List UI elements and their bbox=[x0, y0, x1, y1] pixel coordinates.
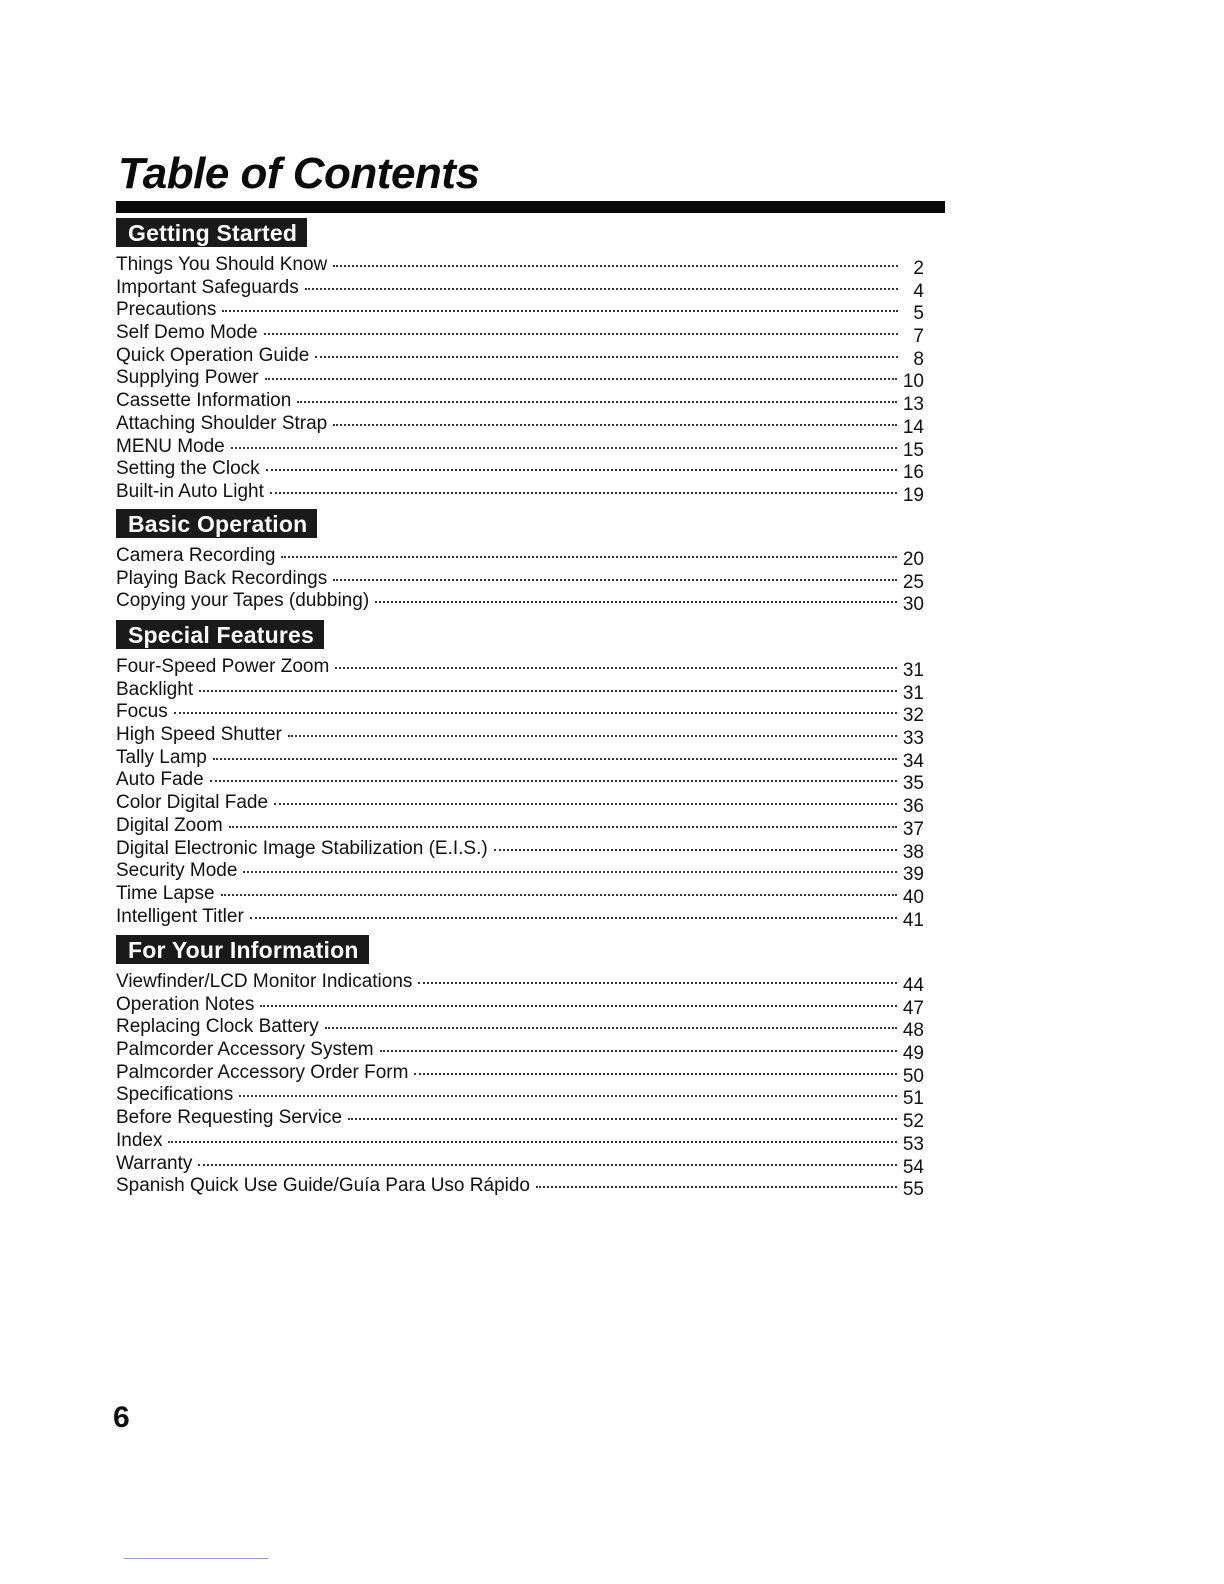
footer-rule bbox=[124, 1558, 268, 1559]
toc-entry-title: Operation Notes bbox=[116, 993, 255, 1015]
toc-entry bbox=[116, 586, 924, 616]
toc-entry-page: 34 bbox=[902, 750, 924, 772]
dot-leader bbox=[375, 583, 897, 603]
dot-leader bbox=[288, 717, 897, 737]
toc-entry-page: 31 bbox=[902, 682, 924, 704]
dot-leader bbox=[222, 292, 898, 312]
dot-leader bbox=[213, 740, 897, 760]
dot-leader bbox=[266, 451, 897, 471]
toc-entry-title: Color Digital Fade bbox=[116, 792, 269, 814]
toc-entry-page: 47 bbox=[902, 997, 924, 1019]
toc-entry-title: Replacing Clock Battery bbox=[116, 1016, 319, 1038]
dot-leader bbox=[260, 987, 897, 1007]
dot-leader bbox=[536, 1168, 897, 1188]
toc-entry-page: 8 bbox=[913, 348, 924, 370]
toc-entry-title: Index bbox=[116, 1129, 163, 1151]
dot-leader bbox=[348, 1100, 897, 1120]
section-heading: Special Features bbox=[116, 620, 324, 649]
title-rule bbox=[116, 201, 945, 213]
toc-entry-page: 32 bbox=[902, 705, 924, 727]
toc-entry-page: 44 bbox=[902, 975, 924, 996]
toc-list bbox=[116, 250, 924, 506]
dot-leader bbox=[265, 360, 897, 380]
toc-entry-page: 10 bbox=[902, 371, 924, 393]
toc-entry-title: Camera Recording bbox=[116, 545, 276, 566]
toc-entry-title: Important Safeguards bbox=[116, 276, 299, 298]
toc-entry-page: 54 bbox=[902, 1156, 924, 1178]
toc-entry-page: 53 bbox=[902, 1133, 924, 1155]
toc-entry-title: Backlight bbox=[116, 678, 194, 700]
toc-entry-title: Things You Should Know bbox=[116, 254, 328, 275]
toc-list bbox=[116, 652, 924, 931]
section-basic-operation bbox=[116, 509, 924, 616]
page-number: 6 bbox=[113, 1401, 130, 1434]
toc-list bbox=[116, 541, 924, 616]
toc-entry-title: Cassette Information bbox=[116, 390, 292, 412]
toc-entry-page: 2 bbox=[913, 258, 924, 279]
section-getting-started bbox=[116, 218, 924, 506]
toc-entry-page: 16 bbox=[902, 462, 924, 484]
toc-entry-title: Copying your Tapes (dubbing) bbox=[116, 590, 370, 612]
dot-leader bbox=[494, 831, 897, 851]
toc-entry bbox=[116, 477, 924, 506]
dot-leader bbox=[335, 649, 897, 669]
toc-entry-title: Attaching Shoulder Strap bbox=[116, 412, 328, 434]
toc-entry-title: Security Mode bbox=[116, 860, 238, 882]
dot-leader bbox=[168, 1123, 896, 1143]
toc-entry-page: 19 bbox=[902, 484, 924, 506]
toc-entry-page: 40 bbox=[902, 886, 924, 908]
toc-entry-page: 55 bbox=[902, 1179, 924, 1201]
toc-entry-page: 48 bbox=[902, 1020, 924, 1042]
toc-entry-page: 4 bbox=[913, 280, 924, 302]
dot-leader bbox=[315, 338, 898, 358]
section-special-features bbox=[116, 620, 924, 931]
toc-entry-page: 14 bbox=[902, 416, 924, 438]
toc-entry-page: 49 bbox=[902, 1043, 924, 1065]
dot-leader bbox=[231, 429, 897, 449]
toc-entry bbox=[116, 902, 924, 931]
toc-entry-title: Palmcorder Accessory Order Form bbox=[116, 1061, 409, 1083]
toc-entry-page: 36 bbox=[902, 796, 924, 818]
dot-leader bbox=[325, 1009, 897, 1029]
section-heading: Getting Started bbox=[116, 218, 307, 247]
toc-entry-page: 5 bbox=[913, 303, 924, 325]
toc-entry-title: Viewfinder/LCD Monitor Indications bbox=[116, 971, 413, 992]
toc-entry-page: 31 bbox=[902, 660, 924, 681]
toc-entry-page: 37 bbox=[902, 818, 924, 840]
dot-leader bbox=[221, 876, 897, 896]
dot-leader bbox=[305, 270, 898, 290]
dot-leader bbox=[270, 474, 897, 494]
toc-entry-title: Precautions bbox=[116, 299, 217, 321]
dot-leader bbox=[198, 1146, 896, 1166]
toc-entry-page: 33 bbox=[902, 728, 924, 750]
toc-entry-page: 41 bbox=[902, 909, 924, 931]
toc-entry-title: MENU Mode bbox=[116, 435, 225, 457]
toc-entry-title: Digital Zoom bbox=[116, 814, 223, 836]
toc-list bbox=[116, 967, 924, 1201]
dot-leader bbox=[210, 762, 897, 782]
toc-entry-title: Intelligent Titler bbox=[116, 905, 244, 927]
dot-leader bbox=[239, 1077, 897, 1097]
toc-entry-title: Tally Lamp bbox=[116, 746, 207, 768]
toc-entry-title: Setting the Clock bbox=[116, 458, 260, 480]
toc-entry-title: Before Requesting Service bbox=[116, 1107, 343, 1129]
section-heading: Basic Operation bbox=[116, 509, 317, 538]
toc-entry-page: 39 bbox=[902, 864, 924, 886]
dot-leader bbox=[418, 964, 896, 984]
dot-leader bbox=[333, 406, 897, 426]
dot-leader bbox=[243, 853, 896, 873]
toc-entry-page: 13 bbox=[902, 394, 924, 416]
page-title: Table of Contents bbox=[118, 149, 480, 198]
toc-entry-title: Specifications bbox=[116, 1084, 234, 1106]
toc-entry-title: Four-Speed Power Zoom bbox=[116, 656, 330, 677]
toc-entry-page: 30 bbox=[902, 594, 924, 616]
toc-entry-title: Auto Fade bbox=[116, 769, 204, 791]
dot-leader bbox=[333, 247, 898, 267]
toc-entry-title: Time Lapse bbox=[116, 882, 215, 904]
toc-entry-page: 51 bbox=[902, 1088, 924, 1110]
toc-entry-title: Built-in Auto Light bbox=[116, 480, 264, 502]
toc-entry-page: 7 bbox=[913, 326, 924, 348]
toc-entry-title: Playing Back Recordings bbox=[116, 567, 328, 589]
toc-entry-page: 52 bbox=[902, 1111, 924, 1133]
toc-entry-title: Quick Operation Guide bbox=[116, 344, 310, 366]
dot-leader bbox=[333, 561, 897, 581]
dot-leader bbox=[380, 1032, 897, 1052]
dot-leader bbox=[264, 315, 898, 335]
toc-entry bbox=[116, 1171, 924, 1201]
toc-entry-title: Spanish Quick Use Guide/Guía Para Uso Rápido bbox=[116, 1175, 530, 1197]
toc-entry-page: 15 bbox=[902, 439, 924, 461]
dot-leader bbox=[281, 538, 896, 558]
toc-entry-title: High Speed Shutter bbox=[116, 724, 282, 746]
dot-leader bbox=[174, 694, 897, 714]
toc-entry-page: 35 bbox=[902, 773, 924, 795]
toc-entry-page: 50 bbox=[902, 1065, 924, 1087]
toc-entry-title: Digital Electronic Image Stabilization (E.I.S.) bbox=[116, 837, 488, 859]
dot-leader bbox=[229, 808, 897, 828]
toc-entry-title: Focus bbox=[116, 701, 168, 723]
dot-leader bbox=[414, 1055, 896, 1075]
toc-entry-title: Supplying Power bbox=[116, 367, 259, 389]
toc-entry-page: 38 bbox=[902, 841, 924, 863]
dot-leader bbox=[274, 785, 897, 805]
toc-entry-page: 20 bbox=[902, 549, 924, 570]
toc-entry-title: Palmcorder Accessory System bbox=[116, 1039, 374, 1061]
dot-leader bbox=[250, 899, 897, 919]
dot-leader bbox=[297, 383, 897, 403]
toc-entry-title: Self Demo Mode bbox=[116, 322, 258, 344]
dot-leader bbox=[199, 672, 897, 692]
section-heading: For Your Information bbox=[116, 935, 369, 964]
toc-entry-title: Warranty bbox=[116, 1152, 193, 1174]
toc-entry-page: 25 bbox=[902, 571, 924, 593]
section-for-your-information bbox=[116, 935, 924, 1201]
